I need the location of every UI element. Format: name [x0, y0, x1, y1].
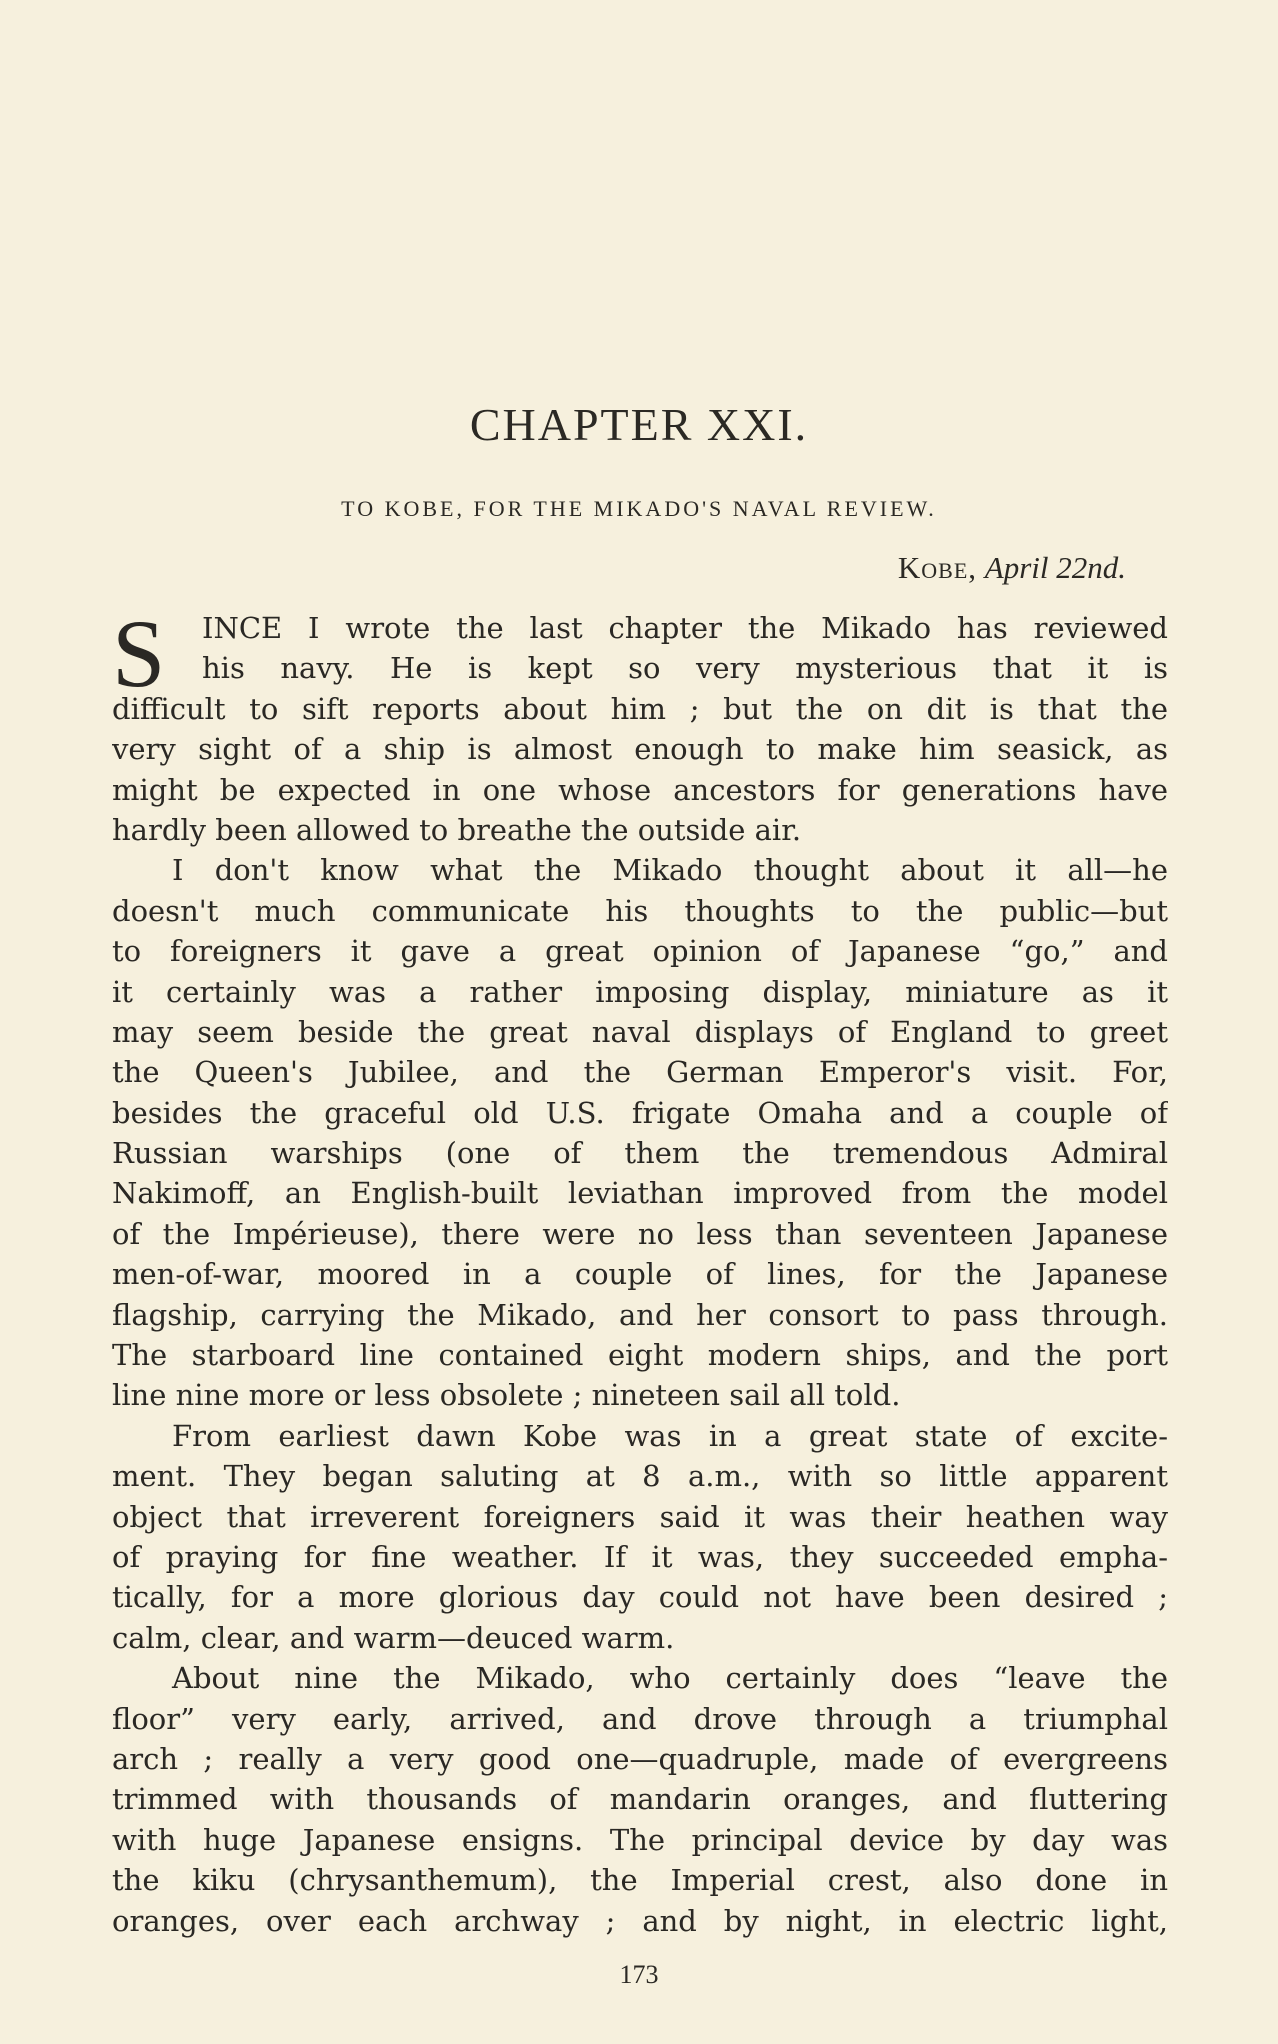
text-line: line nine more or less obsolete ; nineteen sail all told.	[112, 1378, 901, 1413]
text-line: doesn't much communicate his thoughts to the public—but	[112, 893, 1168, 928]
text-line: the kiku (chrysanthemum), the Imperial crest, also done in	[112, 1863, 1168, 1898]
drop-cap: S	[112, 600, 166, 707]
text-line: arch ; really a very good one—quadruple, made of evergreens	[112, 1741, 1168, 1776]
text-line: About nine the Mikado, who certainly does “leave the	[172, 1661, 1168, 1696]
text-line: tically, for a more glorious day could not have been desired ;	[112, 1580, 1168, 1615]
text-line: besides the graceful old U.S. frigate Omaha and a couple of	[112, 1095, 1168, 1130]
dateline	[898, 550, 1126, 586]
dateline-place: Kobe,	[897, 550, 978, 585]
page-number: 173	[619, 1960, 659, 1989]
text-line: very sight of a ship is almost enough to make him seasick, as	[112, 732, 1168, 767]
text-line: with huge Japanese ensigns. The principal device by day was	[112, 1822, 1168, 1857]
text-line: trimmed with thousands of mandarin oranges, and fluttering	[112, 1782, 1168, 1817]
text-line: of praying for fine weather. If it was, they succeeded empha-	[112, 1539, 1168, 1574]
text-line: From earliest dawn Kobe was in a great state of excite-	[172, 1418, 1168, 1453]
text-line: calm, clear, and warm—deuced warm.	[112, 1620, 675, 1655]
text-line: Russian warships (one of them the tremendous Admiral	[112, 1136, 1168, 1171]
text-line: object that irreverent foreigners said it was their heathen way	[112, 1499, 1168, 1534]
text-line: ment. They began saluting at 8 a.m., with so little apparent	[112, 1459, 1168, 1494]
text-line: floor” very early, arrived, and drove through a triumphal	[112, 1701, 1168, 1736]
text-line: oranges, over each archway ; and by night, in electric light,	[112, 1903, 1168, 1938]
text-line: INCE I wrote the last chapter the Mikado has reviewed	[202, 611, 1168, 645]
text-line: The starboard line contained eight modern ships, and the port	[112, 1338, 1168, 1373]
text-line: flagship, carrying the Mikado, and her consort to pass through.	[112, 1297, 1168, 1332]
text-line: it certainly was a rather imposing display, miniature as it	[112, 974, 1168, 1009]
text-line: his navy. He is kept so very mysterious that it is	[202, 651, 1168, 686]
text-line: men-of-war, moored in a couple of lines, for the Japanese	[112, 1257, 1168, 1292]
text-line: hardly been allowed to breathe the outside air.	[112, 812, 802, 847]
chapter-title: CHAPTER XXI.	[469, 399, 809, 450]
text-line: might be expected in one whose ancestors for generations have	[112, 772, 1168, 807]
text-line: the Queen's Jubilee, and the German Emperor's visit. For,	[112, 1055, 1168, 1090]
text-line: to foreigners it gave a great opinion of Japanese “go,” and	[112, 934, 1168, 969]
text-line: difficult to sift reports about him ; but the on dit is that the	[112, 691, 1168, 726]
chapter-subtitle: TO KOBE, FOR THE MIKADO'S NAVAL REVIEW.	[341, 496, 937, 521]
body-text	[112, 600, 1168, 1941]
text-line: Nakimoff, an English-built leviathan improved from the model	[112, 1176, 1168, 1211]
text-line: I don't know what the Mikado thought about it all—he	[172, 853, 1168, 888]
dateline-date: April 22nd.	[984, 550, 1126, 585]
text-line: of the Impérieuse), there were no less than seventeen Japanese	[112, 1216, 1168, 1251]
text-line: may seem beside the great naval displays of England to greet	[112, 1014, 1168, 1049]
